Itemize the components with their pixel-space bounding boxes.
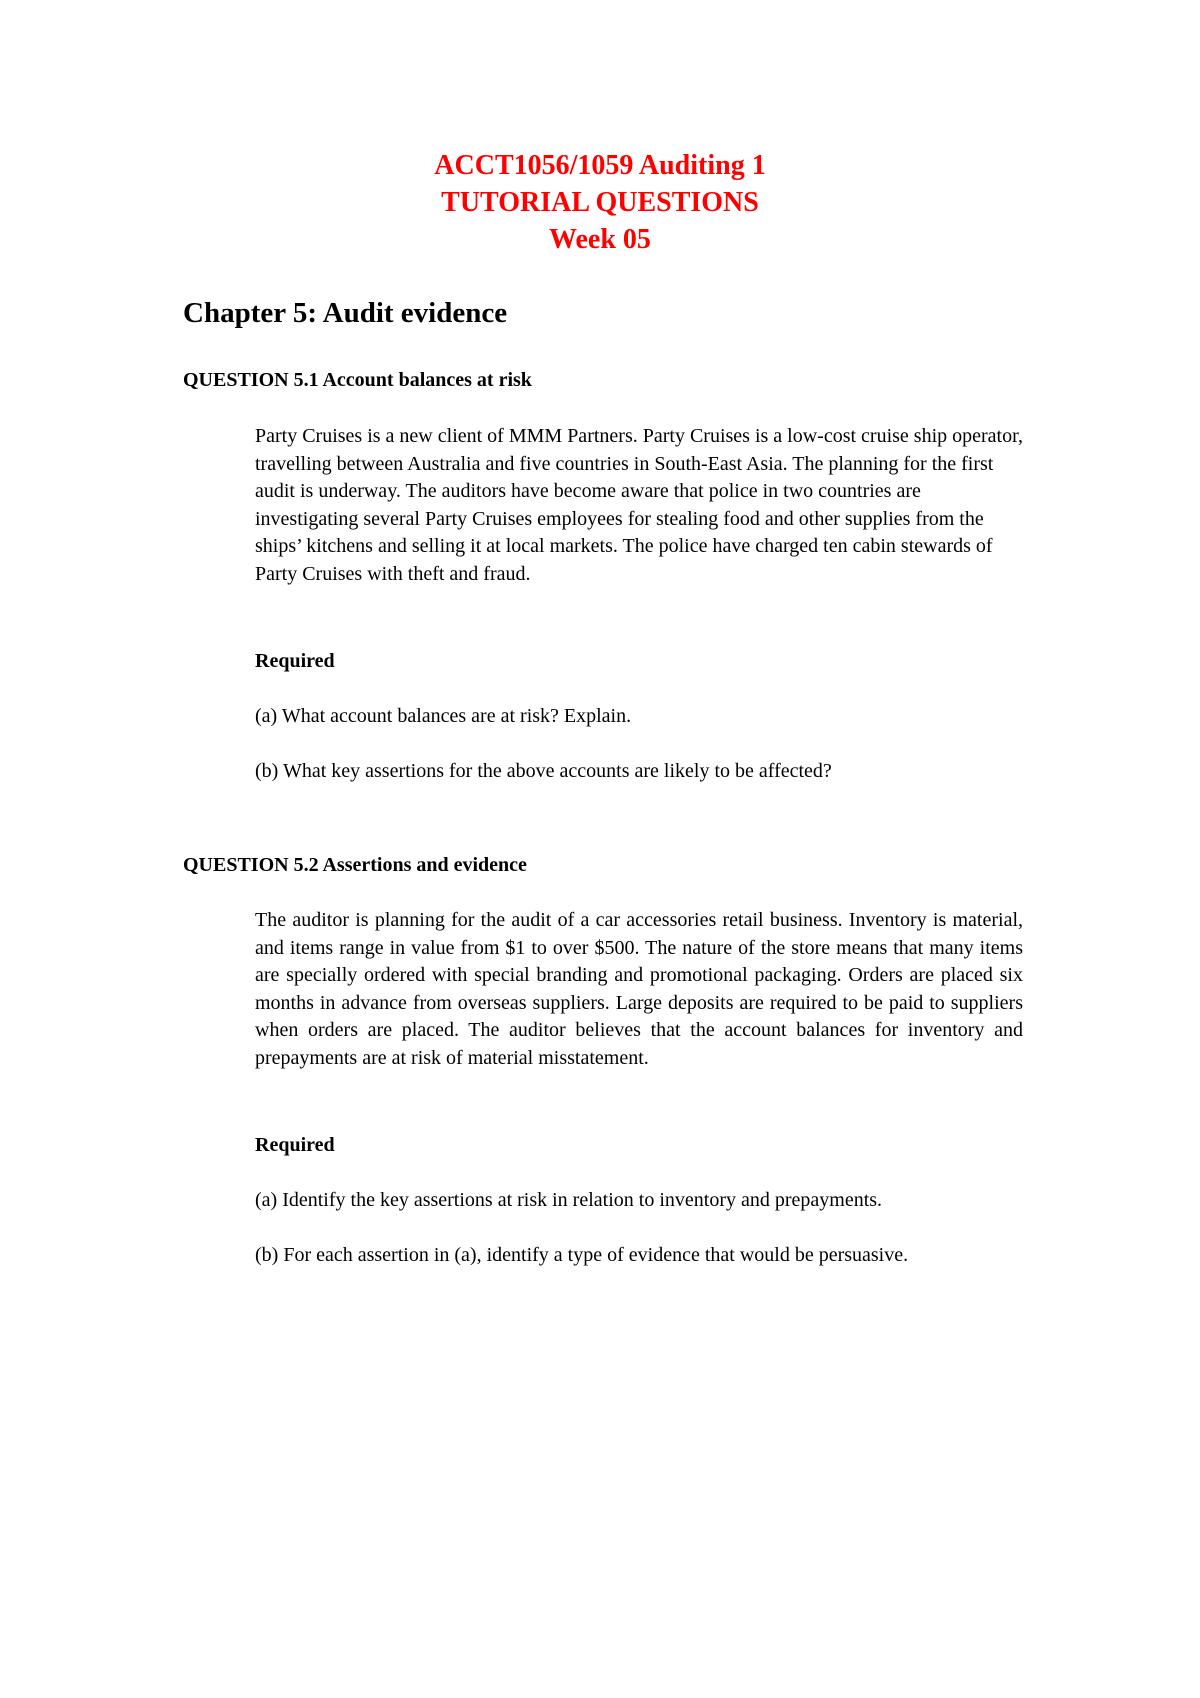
question-scenario: The auditor is planning for the audit of a car accessories retail business. Inventory is material, and items range in value from $1 to over $500. The nature of the store means that many items are specially ordered with special branding and promotional packaging. Orders are placed six months in advance from overseas suppliers. Large deposits are required to be paid to suppliers when orders are placed. The auditor believes that the account balances for inventory and prepayments are at risk of material misstatement. [255,909,1023,1069]
question-item: (b) For each assertion in (a), identify a type of evidence that would be persuasive. [255,1244,909,1266]
week-label: Week 05 [549,224,651,255]
question-title: QUESTION 5.1 Account balances at risk [183,369,532,391]
document-type: TUTORIAL QUESTIONS [441,187,759,218]
question-item: (a) Identify the key assertions at risk in relation to inventory and prepayments. [255,1189,883,1211]
question-title: QUESTION 5.2 Assertions and evidence [183,854,527,876]
required-label: Required [255,650,335,672]
required-label: Required [255,1134,335,1156]
question-item: (b) What key assertions for the above accounts are likely to be affected? [255,760,832,782]
course-title: ACCT1056/1059 Auditing 1 [434,150,766,181]
chapter-title: Chapter 5: Audit evidence [183,297,508,329]
question-item: (a) What account balances are at risk? Explain. [255,705,632,727]
document-header [0,147,1200,258]
question-scenario: Party Cruises is a new client of MMM Partners. Party Cruises is a low-cost cruise ship operator, travelling between Australia and five countries in South-East Asia. The planning for the first audit is underway. The auditors have become aware that police in two countries are investigating several Party Cruises employees for stealing food and other supplies from the ships’ kitchens and selling it at local markets. The police have charged ten cabin stewards of Party Cruises with theft and fraud. [255,425,1023,585]
